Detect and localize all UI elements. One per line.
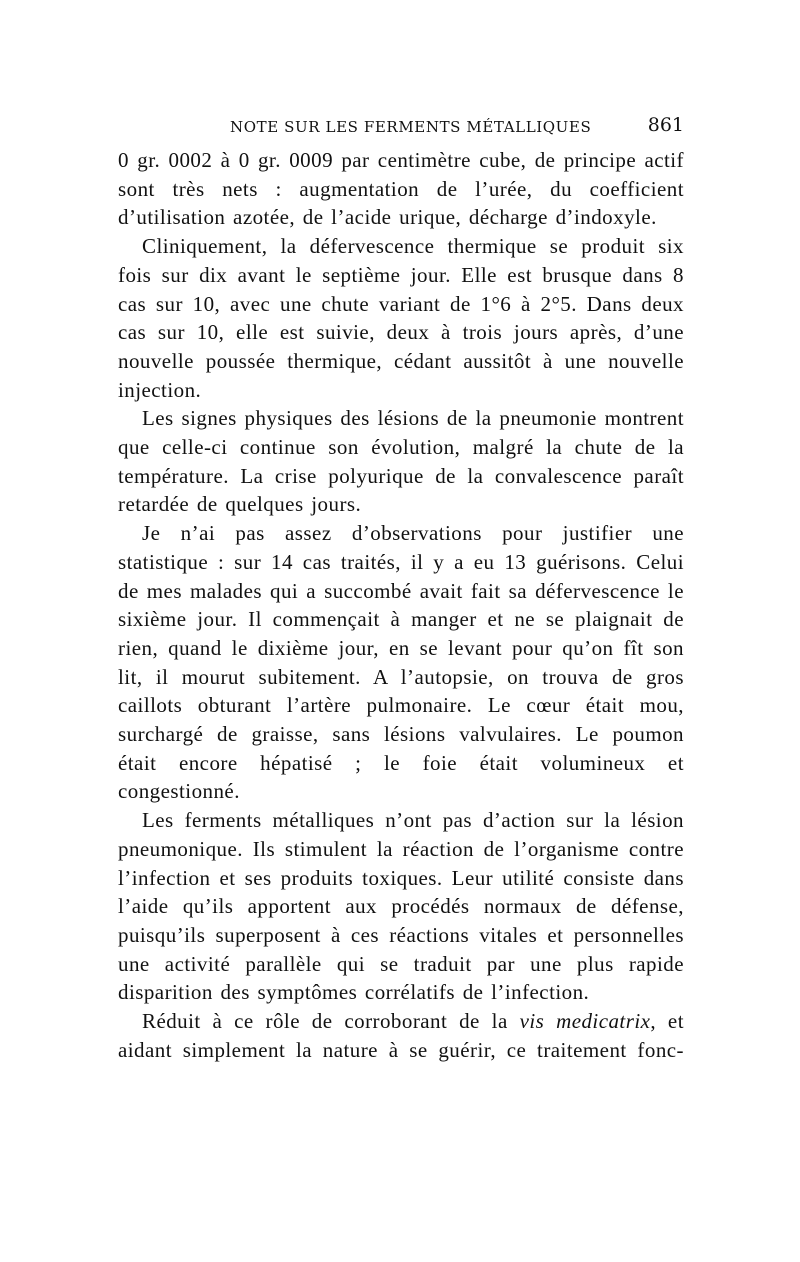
text-before-italic: Réduit à ce rôle de corroborant de la	[142, 1009, 520, 1034]
paragraph-vis-medicatrix	[118, 1007, 684, 1064]
page-number: 861	[647, 114, 684, 136]
body-text	[118, 146, 684, 1065]
paragraph-metallic-ferments: Les ferments métalliques n’ont pas d’action sur la lésion pneumonique. Ils stimulent la réaction de l’organisme contre l’infection et ses produits toxiques. Leur utilité consiste dans l’aide qu’ils apportent aux procédés normaux de défense, puisqu’ils superposent à ces réactions vitales et personnelles une activité parallèle qui se traduit par une plus rapide disparition des symptômes corrélatifs de l’infection.	[118, 808, 684, 1005]
book-page	[118, 112, 684, 1065]
running-head	[118, 112, 684, 146]
running-title: NOTE SUR LES FERMENTS MÉTALLIQUES	[230, 118, 592, 136]
paragraph-physical-signs: Les signes physiques des lésions de la pneumonie montrent que celle-ci continue son évolution, malgré la chute de la température. La crise polyurique de la convalescence paraît retardée de quelques jours.	[118, 406, 684, 517]
italic-latin-phrase: vis medicatrix	[519, 1009, 651, 1034]
text-after-italic: , et aidant simplement la nature à se guérir, ce traitement fonc-	[118, 1009, 684, 1062]
paragraph-clinical-defervescence: Cliniquement, la défervescence thermique se produit six fois sur dix avant le septième jour. Elle est brusque dans 8 cas sur 10, avec une chute variant de 1°6 à 2°5. Dans deux cas sur 10, elle est suivie, deux à trois jours après, d’une nouvelle poussée thermique, cédant aussitôt à une nouvelle injection.	[118, 234, 684, 402]
paragraph-continuation: 0 gr. 0002 à 0 gr. 0009 par centimètre cube, de principe actif sont très nets : augmentation de l’urée, du coefficient d’utilisation azotée, de l’acide urique, décharge d’indoxyle.	[118, 148, 684, 230]
paragraph-statistics: Je n’ai pas assez d’observations pour justifier une statistique : sur 14 cas traités, il y a eu 13 guérisons. Celui de mes malades qui a succombé avait fait sa défervescence le sixième jour. Il commençait à manger et ne se plaignait de rien, quand le dixième jour, en se levant pour qu’on fît son lit, il mourut subitement. A l’autopsie, on trouva de gros caillots obturant l’artère pulmonaire. Le cœur était mou, surchargé de graisse, sans lésions valvulaires. Le poumon était encore hépatisé ; le foie était volumineux et congestionné.	[118, 521, 684, 804]
